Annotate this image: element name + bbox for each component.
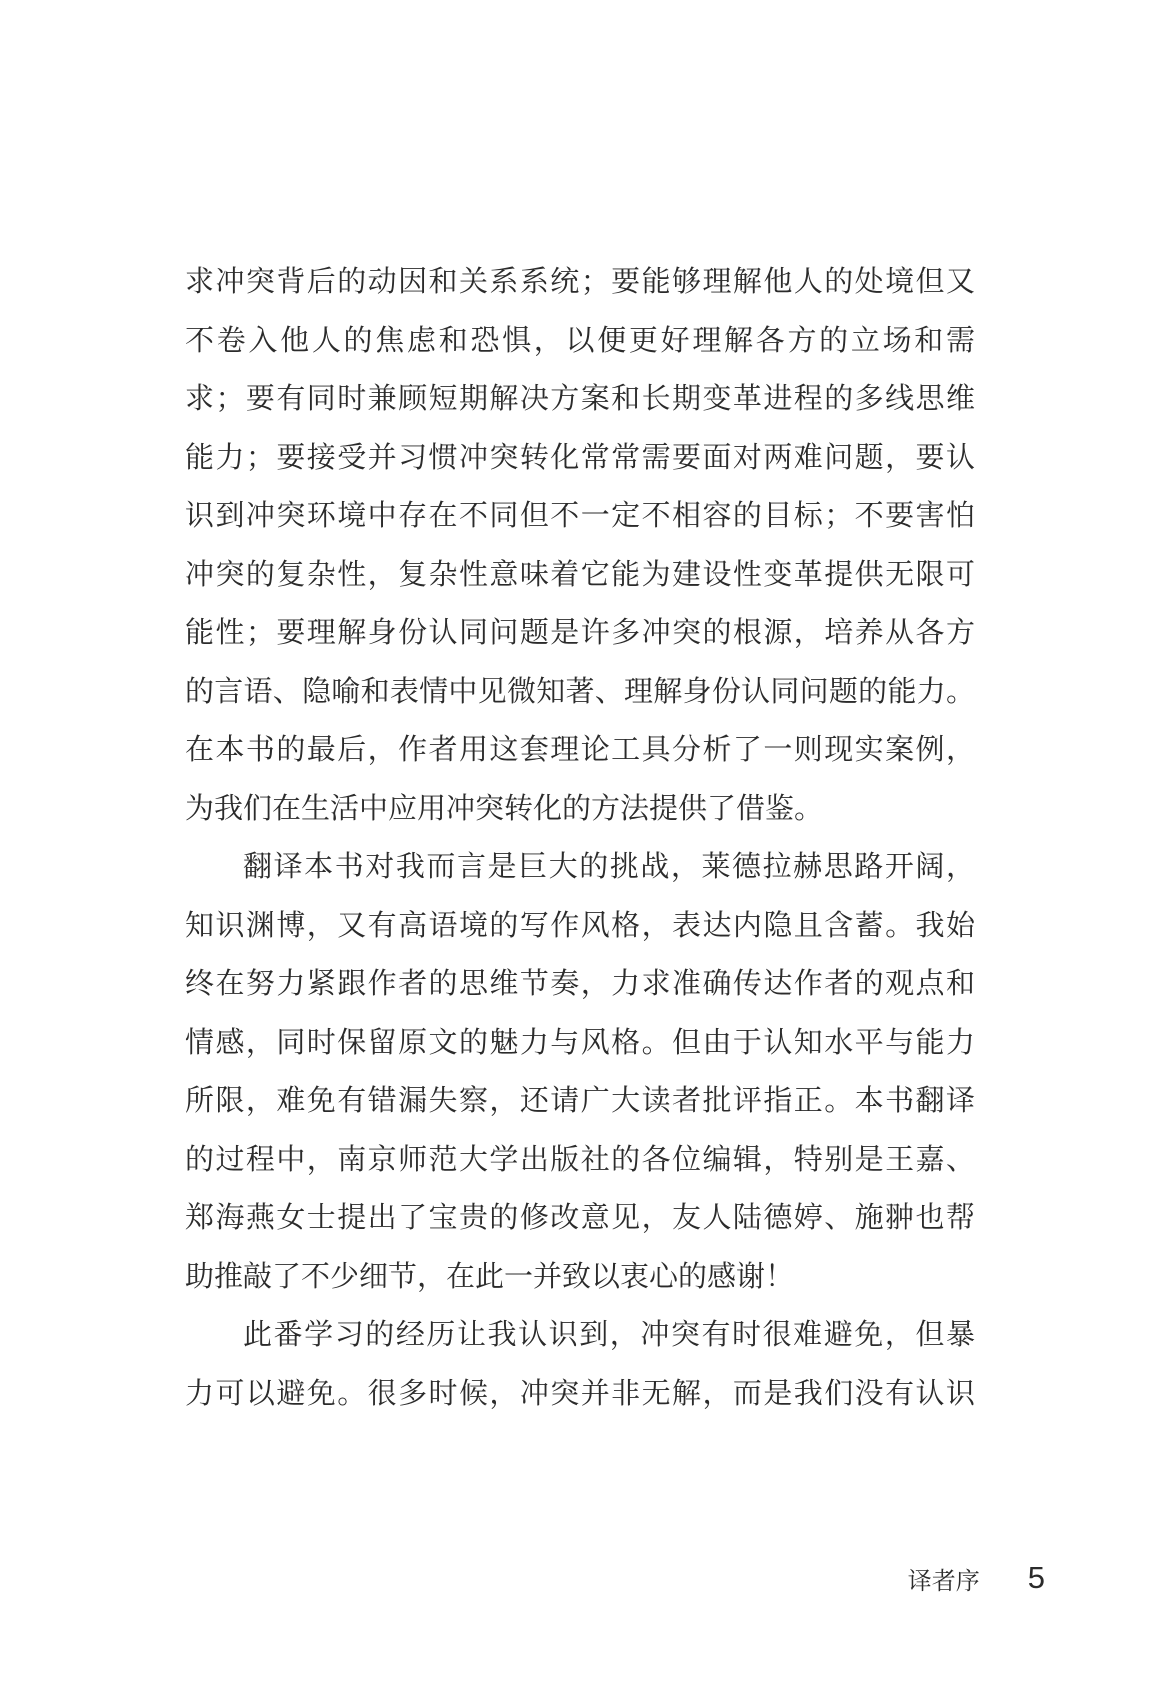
text-line: 能力；要接受并习惯冲突转化常常需要面对两难问题，要认 <box>185 439 975 474</box>
text-line: 不卷入他人的焦虑和恐惧，以便更好理解各方的立场和需 <box>185 322 975 357</box>
paragraph <box>185 1305 975 1422</box>
text-line: 识到冲突环境中存在不同但不一定不相容的目标；不要害怕 <box>185 498 975 532</box>
text-line: 的言语、隐喻和表情中见微知著、理解身份认同问题的能力。 <box>185 673 975 708</box>
text-line: 求；要有同时兼顾短期解决方案和长期变革进程的多线思维 <box>185 381 975 415</box>
text-line: 终在努力紧跟作者的思维节奏，力求准确传达作者的观点和 <box>185 966 975 1000</box>
text-line: 知识渊博，又有高语境的写作风格，表达内隐且含蓄。我始 <box>185 907 975 942</box>
text-line: 郑海燕女士提出了宝贵的修改意见，友人陆德婷、施翀也帮 <box>185 1200 975 1234</box>
text-line: 翻译本书对我而言是巨大的挑战，莱德拉赫思路开阔， <box>243 849 975 883</box>
text-line: 在本书的最后，作者用这套理论工具分析了一则现实案例， <box>185 732 975 766</box>
text-line: 情感，同时保留原文的魅力与风格。但由于认知水平与能力 <box>185 1024 975 1059</box>
body-text <box>185 252 975 1422</box>
text-line: 的过程中，南京师范大学出版社的各位编辑，特别是王嘉、 <box>185 1141 975 1176</box>
text-line: 力可以避免。很多时候，冲突并非无解，而是我们没有认识 <box>185 1375 975 1410</box>
text-line: 此番学习的经历让我认识到，冲突有时很难避免，但暴 <box>243 1317 975 1351</box>
text-line: 冲突的复杂性，复杂性意味着它能为建设性变革提供无限可 <box>185 556 975 591</box>
text-line: 所限，难免有错漏失察，还请广大读者批评指正。本书翻译 <box>185 1083 975 1117</box>
text-line: 能性；要理解身份认同问题是许多冲突的根源，培养从各方 <box>185 615 975 649</box>
text-line: 助推敲了不少细节，在此一并致以衷心的感谢！ <box>185 1258 795 1293</box>
text-line: 为我们在生活中应用冲突转化的方法提供了借鉴。 <box>185 790 824 825</box>
paragraph <box>185 837 975 1305</box>
running-head: 译者序 <box>907 1566 980 1595</box>
page-footer <box>908 1558 1045 1598</box>
paragraph <box>185 252 975 837</box>
page-number: 5 <box>1027 1560 1045 1595</box>
text-line: 求冲突背后的动因和关系系统；要能够理解他人的处境但又 <box>185 264 975 298</box>
